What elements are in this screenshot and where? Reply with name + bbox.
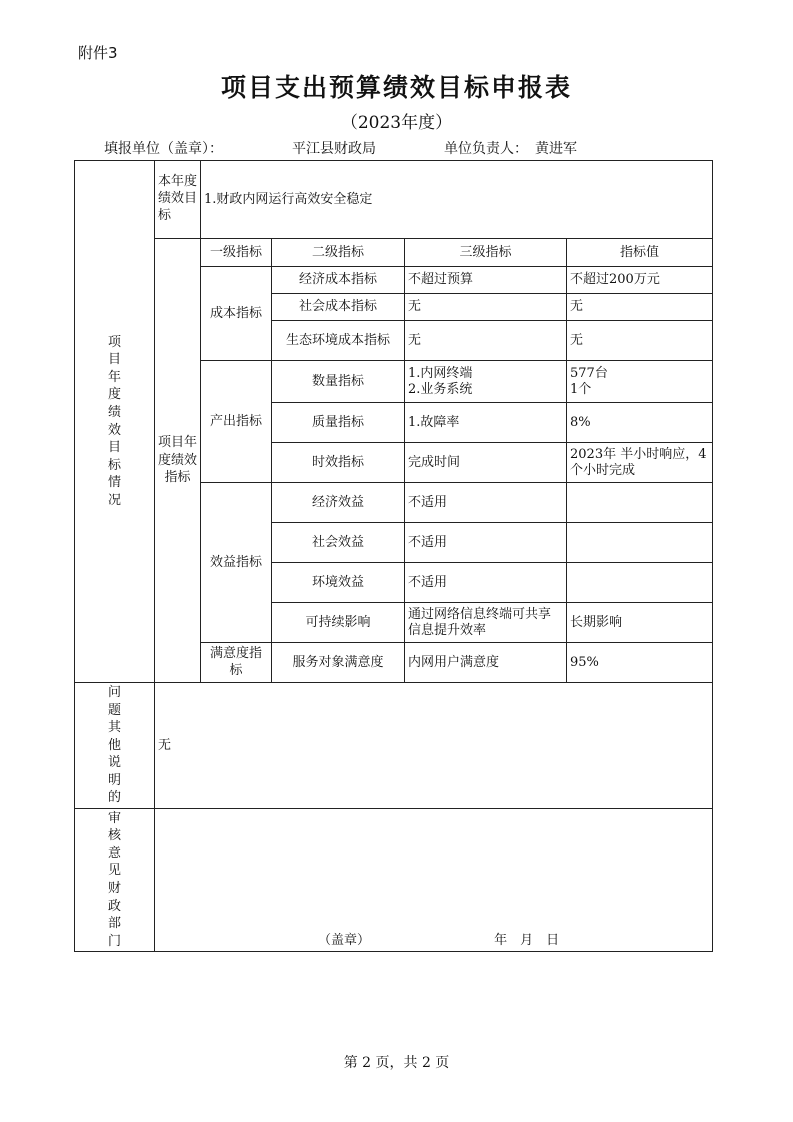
row-l3: 通过网络信息终端可共享信息提升效率 (405, 603, 567, 643)
leader-label: 单位负责人： (444, 141, 528, 157)
row-l3: 1.故障率 (405, 403, 567, 443)
annual-goal-value: 1.财政内网运行高效安全稳定 (201, 161, 713, 239)
other-notes-label: 问题其他说明的 (107, 685, 121, 806)
leader-value: 黄进军 (535, 141, 577, 157)
row-l2: 环境效益 (272, 563, 405, 603)
row-l3: 完成时间 (405, 443, 567, 483)
row-l2: 时效指标 (272, 443, 405, 483)
row-l2: 数量指标 (272, 361, 405, 403)
row-l3: 无 (405, 294, 567, 321)
row-value: 不超过200万元 (567, 267, 713, 294)
annual-goal-label: 本年度绩效目标 (155, 161, 201, 239)
unit-label: 填报单位（盖章）： (104, 141, 223, 157)
col-header-l1: 一级指标 (201, 239, 272, 267)
row-value (567, 523, 713, 563)
col-header-value: 指标值 (567, 239, 713, 267)
review-label: 审核意见财政部门 (107, 810, 121, 949)
page-number: 第 2 页，共 2 页 (343, 1055, 450, 1071)
review-label-cell (75, 808, 155, 951)
group-satisfaction: 满意度指标 (201, 643, 272, 683)
row-l2: 质量指标 (272, 403, 405, 443)
section-label-cell (75, 161, 155, 683)
other-notes-label-cell (75, 683, 155, 809)
row-l2: 经济效益 (272, 483, 405, 523)
row-value: 无 (567, 294, 713, 321)
row-value: 长期影响 (567, 603, 713, 643)
row-value (567, 563, 713, 603)
row-l2: 社会成本指标 (272, 294, 405, 321)
group-benefit: 效益指标 (201, 483, 272, 643)
row-l2: 社会效益 (272, 523, 405, 563)
row-value: 8% (567, 403, 713, 443)
group-output: 产出指标 (201, 361, 272, 483)
row-l3: 不超过预算 (405, 267, 567, 294)
row-l3: 1.内网终端 2.业务系统 (405, 361, 567, 403)
col-header-l3: 三级指标 (405, 239, 567, 267)
indicator-section-label: 项目年度绩效指标 (158, 435, 198, 486)
row-l3: 无 (405, 321, 567, 361)
row-l3: 不适用 (405, 563, 567, 603)
date-placeholder: 年 月 日 (494, 932, 560, 948)
indicator-section-cell (155, 239, 201, 683)
row-l3: 内网用户满意度 (405, 643, 567, 683)
row-l3: 不适用 (405, 483, 567, 523)
row-value: 无 (567, 321, 713, 361)
row-value: 577台 1个 (567, 361, 713, 403)
group-cost: 成本指标 (201, 267, 272, 361)
other-notes-value: 无 (155, 683, 713, 809)
page-title: 项目支出预算绩效目标申报表 (220, 73, 572, 102)
row-value (567, 483, 713, 523)
review-opinion-cell (155, 808, 713, 951)
row-value: 95% (567, 643, 713, 683)
row-l2: 生态环境成本指标 (272, 321, 405, 361)
attachment-label: 附件3 (78, 44, 118, 62)
row-l2: 经济成本指标 (272, 267, 405, 294)
row-value: 2023年 半小时响应，4个小时完成 (567, 443, 713, 483)
section-label: 项目年度绩效目标情况 (107, 334, 121, 508)
performance-target-table (74, 160, 713, 952)
row-l2: 服务对象满意度 (272, 643, 405, 683)
row-l2: 可持续影响 (272, 603, 405, 643)
col-header-l2: 二级指标 (272, 239, 405, 267)
row-l3: 不适用 (405, 523, 567, 563)
fiscal-year: （2023年度） (340, 113, 453, 133)
unit-value: 平江县财政局 (292, 141, 376, 157)
seal-placeholder: （盖章） (318, 932, 371, 948)
